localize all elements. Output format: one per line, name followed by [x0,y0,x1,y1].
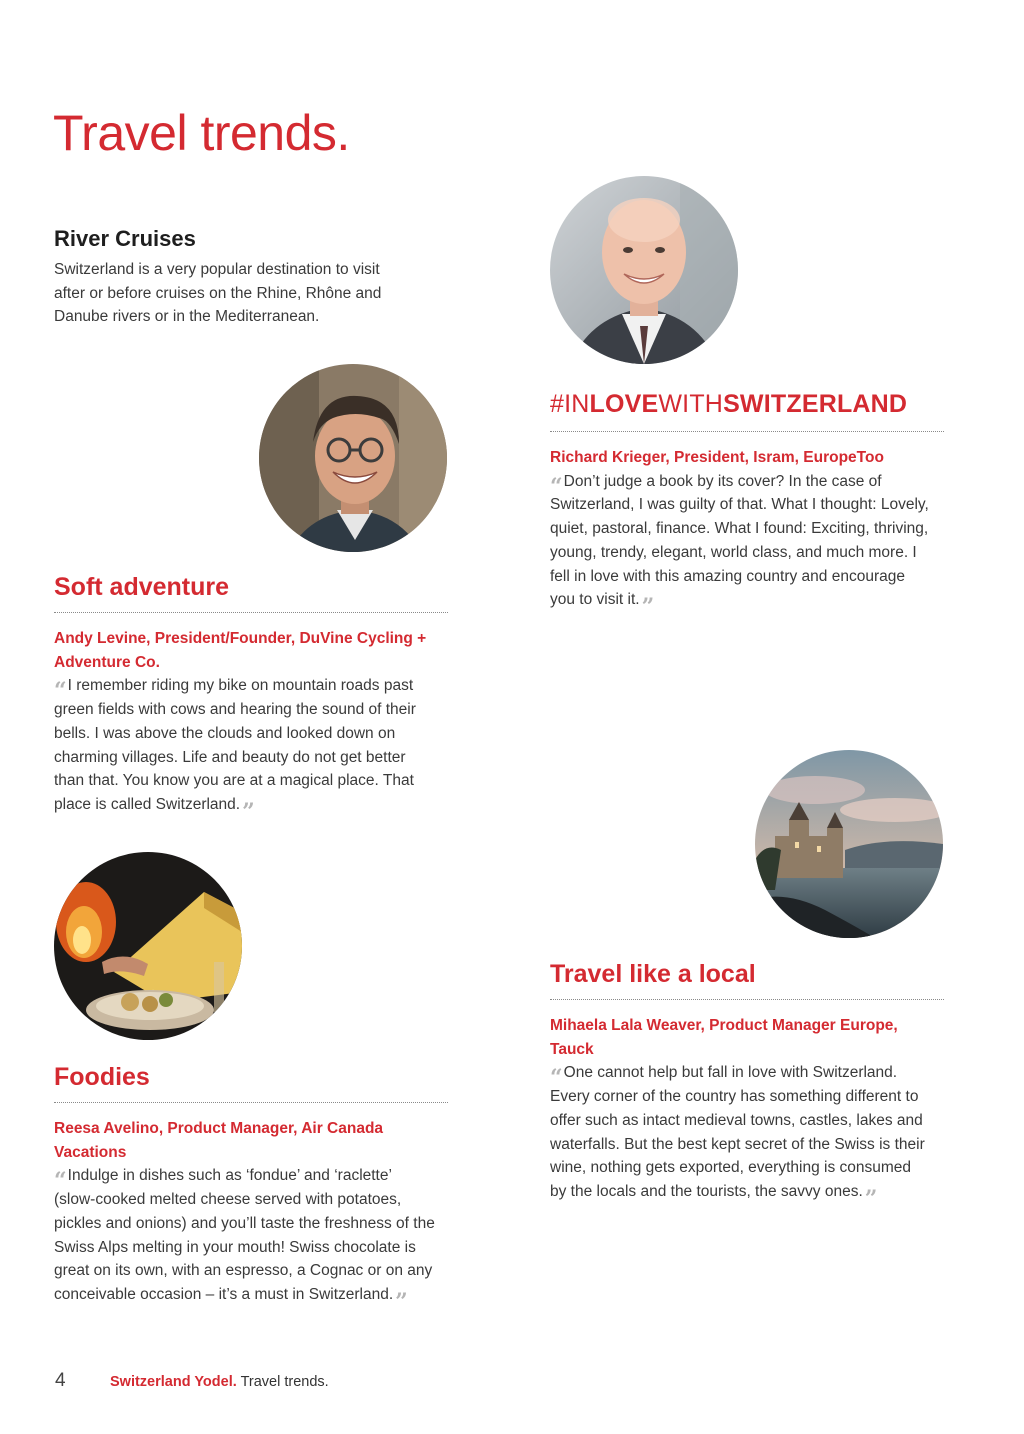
footer-section: Travel trends. [240,1374,329,1390]
weaver-byline [550,1014,944,1061]
raclette-image [54,852,242,1040]
open-quote-mark: “ [550,1065,562,1092]
quote-line: One cannot help but fall in love with Switzerland. [563,1064,898,1082]
byline-line: Mihaela Lala Weaver, Product Manager Europe, [550,1017,898,1034]
quote-line: great on its own, with an espresso, a Cognac or on any [54,1262,433,1280]
footer-running-title [110,1374,329,1390]
quote-line: offer such as intact medieval towns, castles, lakes and [550,1111,923,1129]
byline-line: Vacations [54,1143,127,1161]
open-quote-mark: “ [54,678,66,705]
open-quote-mark: “ [550,473,562,500]
close-quote-mark: ” [242,798,254,825]
section-divider [550,999,944,1000]
quote-line: Indulge in dishes such as ‘fondue’ and ‘raclette’ [67,1167,392,1185]
quote-line: you to visit it. [550,591,640,609]
quote-line: I remember riding my bike on mountain roads past [67,677,414,695]
quote-line: fell in love with this amazing country and encourage [550,567,905,585]
quote-line: waterfalls. But the best kept secret of the Swiss is their [550,1135,925,1153]
raclette-art [54,852,242,1040]
section-divider [54,1102,448,1103]
quote-line: charming villages. Life and beauty do not get better [54,748,406,766]
close-quote-mark: ” [395,1288,407,1315]
intro-line: after or before cruises on the Rhine, Rhône and [54,284,382,302]
krieger-portrait-image [550,176,738,364]
quote-line: Don’t judge a book by its cover? In the case of [563,472,882,490]
intro-block [54,226,434,329]
quote-line: place is called Switzerland. [54,795,241,813]
close-quote-mark: ” [641,594,654,621]
soft-adventure-heading: Soft adventure [54,573,230,601]
hashtag-part: SWITZERLAND [723,390,908,418]
hashtag-heading [550,390,944,419]
byline-line: Reesa Avelino, Product Manager, Air Canada [54,1120,384,1137]
quote-line: young, trendy, elegant, world class, and much more. I [550,543,917,561]
foodies-section [54,1063,448,1315]
intro-line: Danube rivers or in the Mediterranean. [54,308,320,326]
quote-line: green fields with cows and hearing the sound of their [54,701,416,719]
quote-line: than that. You know you are at a magical place. That [54,772,414,790]
byline-line: Adventure Co. [54,653,160,671]
open-quote-mark: “ [54,1168,66,1195]
quote-line: pickles and onions) and you’ll taste the freshness of the [54,1214,435,1232]
levine-byline [54,627,448,674]
hashtag-part: WITH [658,390,724,418]
quote-line: (slow-cooked melted cheese served with potatoes, [54,1191,402,1209]
quote-line: Every corner of the country has something different to [550,1088,919,1106]
page-title: Travel trends. [53,105,350,161]
soft-adventure-section [54,573,448,825]
levine-portrait-image [259,364,447,552]
quote-line: Swiss Alps melting in your mouth! Swiss chocolate is [54,1238,416,1256]
hashtag-part: LOVE [589,390,659,418]
krieger-byline: Richard Krieger, President, Isram, EuropeToo [550,449,884,466]
krieger-portrait-art [550,176,738,364]
travel-local-section [550,960,944,1212]
byline-line: Andy Levine, President/Founder, DuVine Cycling + [54,630,427,647]
footer-brand: Switzerland Yodel. [110,1374,237,1390]
hashtag-block [550,390,944,621]
castle-lake-image [755,750,943,938]
foodies-heading: Foodies [54,1063,150,1091]
avelino-quote [54,1164,448,1315]
krieger-quote [550,470,944,621]
intro-line: Switzerland is a very popular destination to visit [54,261,380,278]
travel-local-heading: Travel like a local [550,960,756,988]
quote-line: wine, nothing gets exported, everything is consumed [550,1159,912,1177]
levine-portrait-art [259,364,447,552]
section-divider [54,612,448,613]
quote-line: by the locals and the tourists, the savvy ones. [550,1182,863,1200]
quote-line: conceivable occasion – it’s a must in Switzerland. [54,1285,394,1303]
levine-quote [54,674,448,825]
quote-line: quiet, pastoral, finance. What I found: Exciting, thriving, [550,520,929,538]
avelino-byline [54,1117,448,1164]
hashtag-part: #IN [550,390,590,418]
intro-text [54,258,434,329]
close-quote-mark: ” [864,1185,877,1212]
intro-heading: River Cruises [54,226,196,251]
quote-line: bells. I was above the clouds and looked down on [54,724,396,742]
page-number: 4 [55,1370,66,1391]
quote-line: Switzerland, I was guilty of that. What I thought: Lovely, [550,496,929,514]
castle-lake-art [755,750,943,938]
section-divider [550,431,944,432]
byline-line: Tauck [550,1040,594,1058]
weaver-quote [550,1061,944,1212]
